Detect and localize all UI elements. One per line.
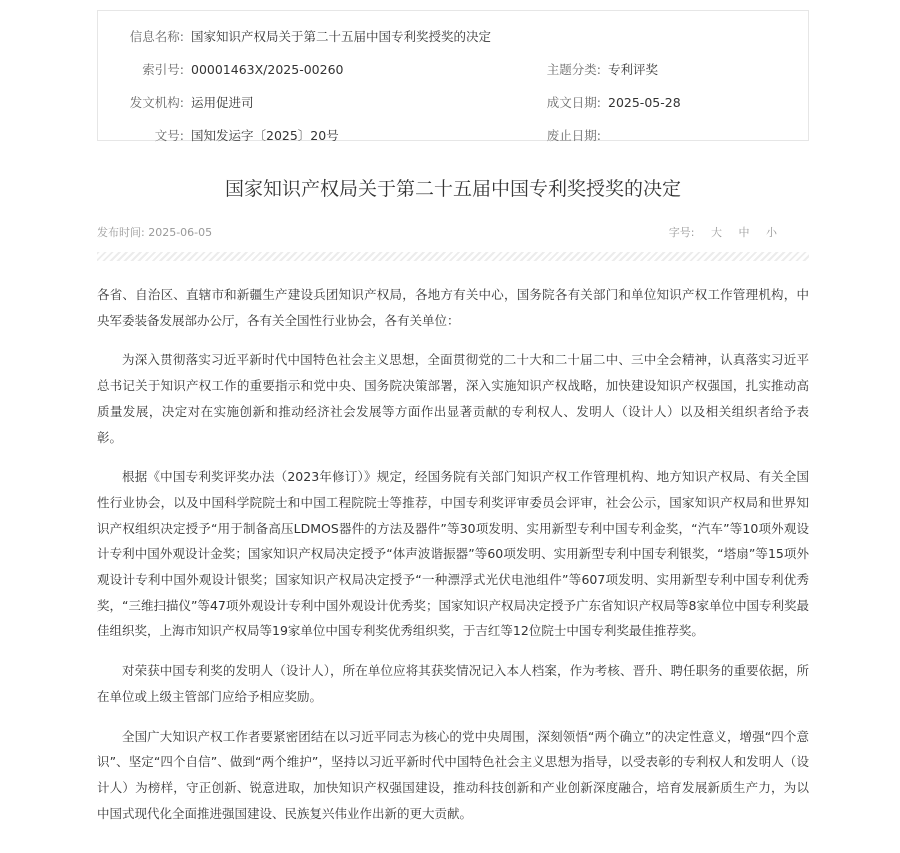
font-size-switcher (669, 224, 777, 242)
info-name-label: 信息名称: (129, 29, 184, 44)
info-abolish-label: 废止日期: (546, 128, 601, 143)
info-row-index (98, 60, 808, 80)
font-size-large-button[interactable]: 大 (711, 226, 722, 239)
font-size-medium-button[interactable]: 中 (738, 226, 750, 239)
info-created-label: 成文日期: (546, 95, 601, 110)
info-index-label: 索引号: (142, 62, 184, 77)
publish-time (97, 224, 212, 242)
info-name-value: 国家知识产权局关于第二十五届中国专利奖授奖的决定 (191, 29, 492, 44)
body-paragraph: 为深入贯彻落实习近平新时代中国特色社会主义思想，全面贯彻党的二十大和二十届二中、三中全会精神，认真落实习近平总书记关于知识产权工作的重要指示和党中央、国务院决策部署，深入实施知识产权战略，加快建设知识产权强国，扎实推动高质量发展，决定对在实施创新和推动经济社会发展等方面作出显著贡献的专利权人、发明人（设计人）以及相关组织者给予表彰。 (97, 352, 809, 445)
body-paragraph-salutation: 各省、自治区、直辖市和新疆生产建设兵团知识产权局，各地方有关中心，国务院各有关部门和单位知识产权工作管理机构，中央军委装备发展部办公厅，各有关全国性行业协会，各有关单位： (97, 287, 809, 328)
publish-time-label: 发布时间: (97, 226, 145, 239)
article-title: 国家知识产权局关于第二十五届中国专利奖授奖的决定 (224, 178, 681, 200)
article-body (97, 282, 809, 840)
article-meta (97, 224, 809, 242)
font-size-small-button[interactable]: 小 (766, 226, 777, 239)
info-row-name (98, 27, 808, 47)
info-issuer-label: 发文机构: (129, 95, 184, 110)
info-row-docno (98, 126, 808, 146)
info-row-issuer (98, 93, 808, 113)
info-topic-label: 主题分类: (546, 62, 601, 77)
font-size-label: 字号: (668, 226, 695, 239)
info-docno-value: 国知发运字〔2025〕20号 (191, 128, 339, 143)
body-paragraph: 对荣获中国专利奖的发明人（设计人），所在单位应将其获奖情况记入本人档案，作为考核、晋升、聘任职务的重要依据，所在单位或上级主管部门应给予相应奖励。 (97, 663, 809, 704)
publish-time-value: 2025-06-05 (148, 226, 213, 239)
info-topic-value: 专利评奖 (608, 62, 659, 77)
info-issuer-value: 运用促进司 (191, 95, 254, 110)
info-docno-label: 文号: (154, 128, 184, 143)
divider-stripe (97, 252, 809, 261)
body-paragraph: 全国广大知识产权工作者要紧密团结在以习近平同志为核心的党中央周围，深刻领悟“两个确立”的决定性意义，增强“四个意识”、坚定“四个自信”、做到“两个维护”，坚持以习近平新时代中国特色社会主义思想为指导，以受表彰的专利权人和发明人（设计人）为榜样，守正创新、锐意进取，加快知识产权强国建设，推动科技创新和产业创新深度融合，培育发展新质生产力，为以中国式现代化全面推进强国建设、民族复兴伟业作出新的更大贡献。 (97, 728, 809, 821)
body-paragraph: 根据《中国专利奖评奖办法（2023年修订）》规定，经国务院有关部门知识产权工作管理机构、地方知识产权局、有关全国性行业协会，以及中国科学院院士和中国工程院院士等推荐，中国专利奖评审委员会评审，社会公示，国家知识产权局和世界知识产权组织决定授予“用于制备高压LDMOS器件的方法及器件”等30项发明、实用新型专利中国专利金奖，“汽车”等10项外观设计专利中国外观设计金奖；国家知识产权局决定授予“体声波谐振器”等60项发明、实用新型专利中国专利银奖，“塔扇”等15项外观设计专利中国外观设计银奖；国家知识产权局决定授予“一种漂浮式光伏电池组件”等607项发明、实用新型专利中国专利优秀奖，“三维扫描仪”等47项外观设计专利中国外观设计优秀奖；国家知识产权局决定授予广东省知识产权局等8家单位中国专利奖最佳组织奖，上海市知识产权局等19家单位中国专利奖优秀组织奖，于吉红等12位院士中国专利奖最佳推荐奖。 (97, 469, 809, 639)
info-created-value: 2025-05-28 (608, 95, 681, 110)
info-index-value: 00001463X/2025-00260 (191, 62, 344, 77)
document-info-table (97, 10, 809, 141)
